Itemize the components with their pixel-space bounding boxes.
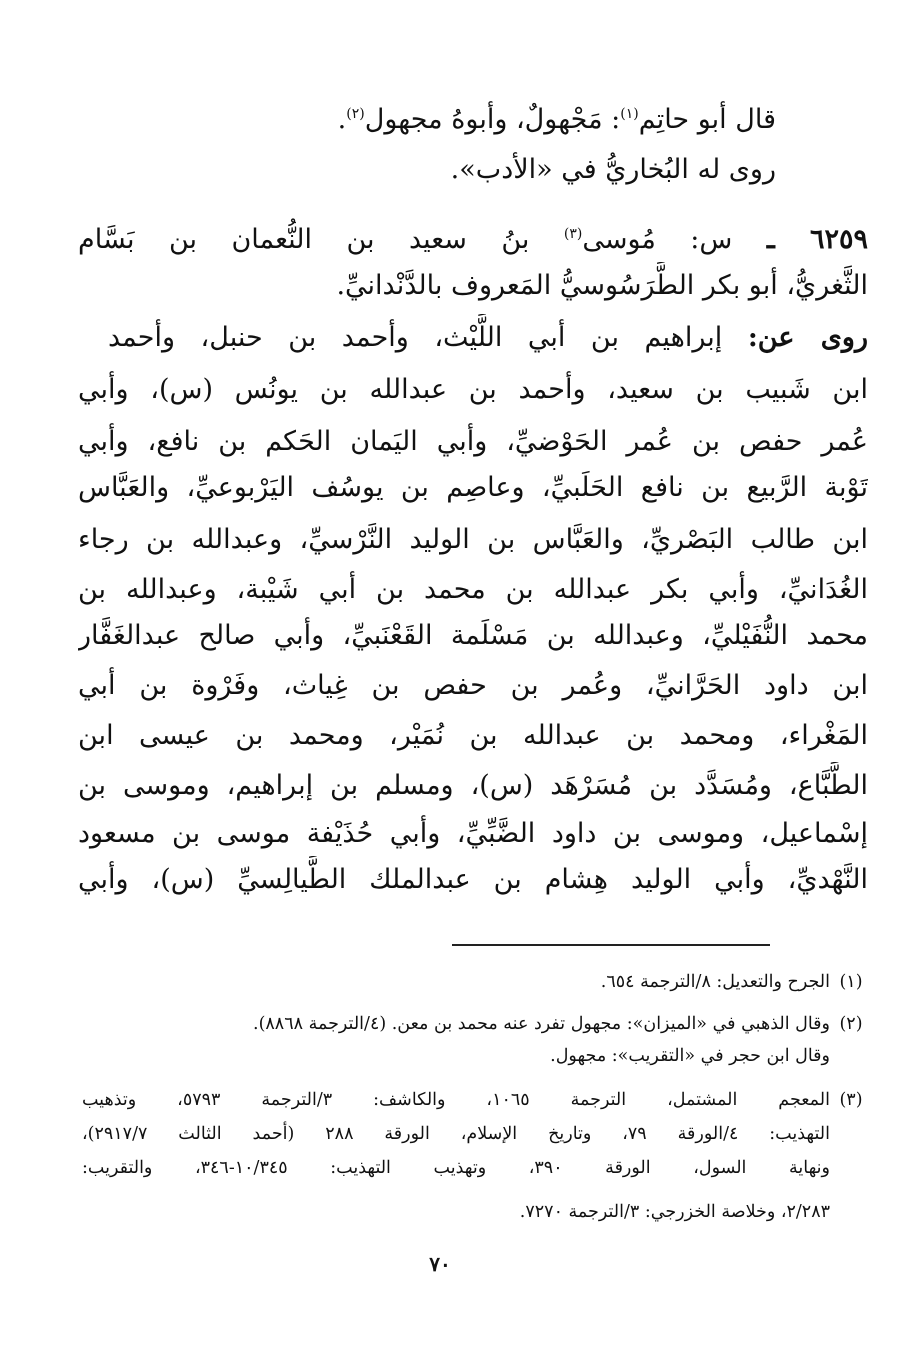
body-line: عُمر حفص بن عُمر الحَوْضيِّ، وأبي اليَمان الحَكم بن نافع، وأبي [78,426,868,457]
body-line [108,314,868,362]
body-line: الغُدَانيِّ، وأبي بكر عبدالله بن محمد بن أبي شَيْبة، وعبدالله بن [78,574,868,605]
body-line: المَغْراء، ومحمد بن عبدالله بن نُمَيْر، ومحمد بن عيسى ابن [78,720,868,751]
footnote-text: الجرح والتعديل: ٨/الترجمة ٦٥٤. [600,972,830,992]
footnote-separator [452,944,770,946]
body-text: س: مُوسى [582,224,733,255]
body-line: الثَّغريُّ، أبو بكر الطَّرَسُوسيُّ المَعروف بالدَّنْدانيِّ. [336,270,868,301]
footnote-text: وقال الذهبي في «الميزان»: مجهول تفرد عنه محمد بن معن. (٤/الترجمة ٨٨٦٨). [253,1014,830,1034]
body-text: إبراهيم بن أبي اللَّيْث، وأحمد بن حنبل، وأحمد [108,322,723,353]
footnote-ref[interactable]: (١) [620,106,639,122]
body-text: قال أبو حاتِم [638,104,776,135]
footnote-ref[interactable]: (٣) [563,226,583,242]
body-line: ابن طالب البَصْريِّ، والعَبَّاس بن الوليد النَّرْسيِّ، وعبدالله بن رجاء [78,524,868,555]
body-line: محمد النُّفَيْليِّ، وعبدالله بن مَسْلَمة القَعْنَبيِّ، وأبي صالح عبدالغَفَّار [78,620,868,651]
section-label: روى عن: [747,322,868,353]
footnote-text: التهذيب: ٤/الورقة ٧٩، وتاريخ الإسلام، الورقة ٢٨٨ (أحمد الثالث ٢٩١٧/٧)، [82,1124,830,1144]
footnote-ref[interactable]: (٢) [346,106,365,122]
footnote-text: المعجم المشتمل، الترجمة ١٠٦٥، والكاشف: ٣/الترجمة ٥٧٩٣، وتذهيب [82,1090,830,1110]
body-line: ابن داود الحَرَّانيِّ، وعُمر بن حفص بن غِياث، وفَرْوة بن أبي [78,670,868,701]
body-text: : مَجْهولٌ، وأبوهُ مجهول [364,104,621,135]
footnote-number: (٣) [839,1090,863,1110]
footnote-number: (١) [839,972,863,992]
body-line: تَوْبة الرَّبيع بن نافع الحَلَبيِّ، وعاصِم بن يوسُف اليَرْبوعيِّ، والعَبَّاس [78,472,868,503]
entry-heading-line [78,210,868,264]
body-line: الطَّبَّاع، ومُسَدَّد بن مُسَرْهَد (س)، ومسلم بن إبراهيم، وموسى بن [78,770,868,801]
footnote-text: ٢/٢٨٣، وخلاصة الخزرجي: ٣/الترجمة ٧٢٧٠. [519,1202,830,1222]
body-line: النَّهْديِّ، وأبي الوليد هِشام بن عبدالملك الطَّيالِسيِّ (س)، وأبي [78,864,868,895]
footnote-number: (٢) [839,1014,863,1034]
body-line: روى له البُخاريُّ في «الأدب». [450,154,776,185]
body-text: . [337,104,347,135]
body-text: بنُ سعيد بن النُّعمان بن بَسَّام [78,224,530,255]
body-line: إسْماعيل، وموسى بن داود الضَّبِّيِّ، وأبي حُذَيْفة موسى بن مسعود [78,818,868,849]
footnote-text: ونهاية السول، الورقة ٣٩٠، وتهذيب التهذيب: ١٠/٣٤٥-٣٤٦، والتقريب: [82,1158,830,1178]
body-line [76,90,776,144]
body-line: ابن شَبيب بن سعيد، وأحمد بن عبدالله بن يونُس (س)، وأبي [78,374,868,405]
entry-number: ٦٢٥٩ ـ [766,224,868,255]
page-number: ٧٠ [429,1252,451,1276]
footnote-text: وقال ابن حجر في «التقريب»: مجهول. [550,1046,830,1066]
